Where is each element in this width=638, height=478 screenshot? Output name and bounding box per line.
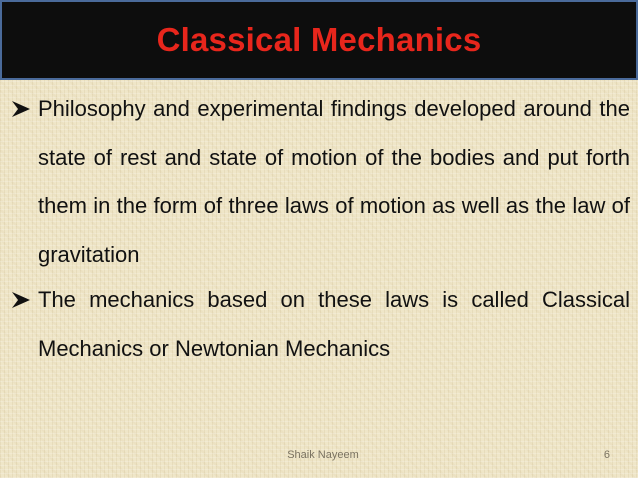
bullet-text: The mechanics based on these laws is called Classical Mechanics or Newtonian Mechanics — [38, 287, 630, 361]
bullet-item — [10, 88, 630, 279]
footer-author: Shaik Nayeem — [287, 449, 359, 461]
arrow-bullet-icon — [10, 88, 38, 130]
page-number: 6 — [603, 449, 610, 461]
arrow-bullet-icon — [10, 279, 38, 321]
slide-content — [10, 88, 630, 373]
slide-title: Classical Mechanics — [156, 21, 482, 58]
title-bar — [0, 0, 638, 80]
bullet-item — [10, 279, 630, 373]
bullet-text: Philosophy and experimental findings developed around the state of rest and state of motion of the bodies and put forth them in the form of three laws of motion as well as the law of gravitation — [38, 96, 630, 267]
